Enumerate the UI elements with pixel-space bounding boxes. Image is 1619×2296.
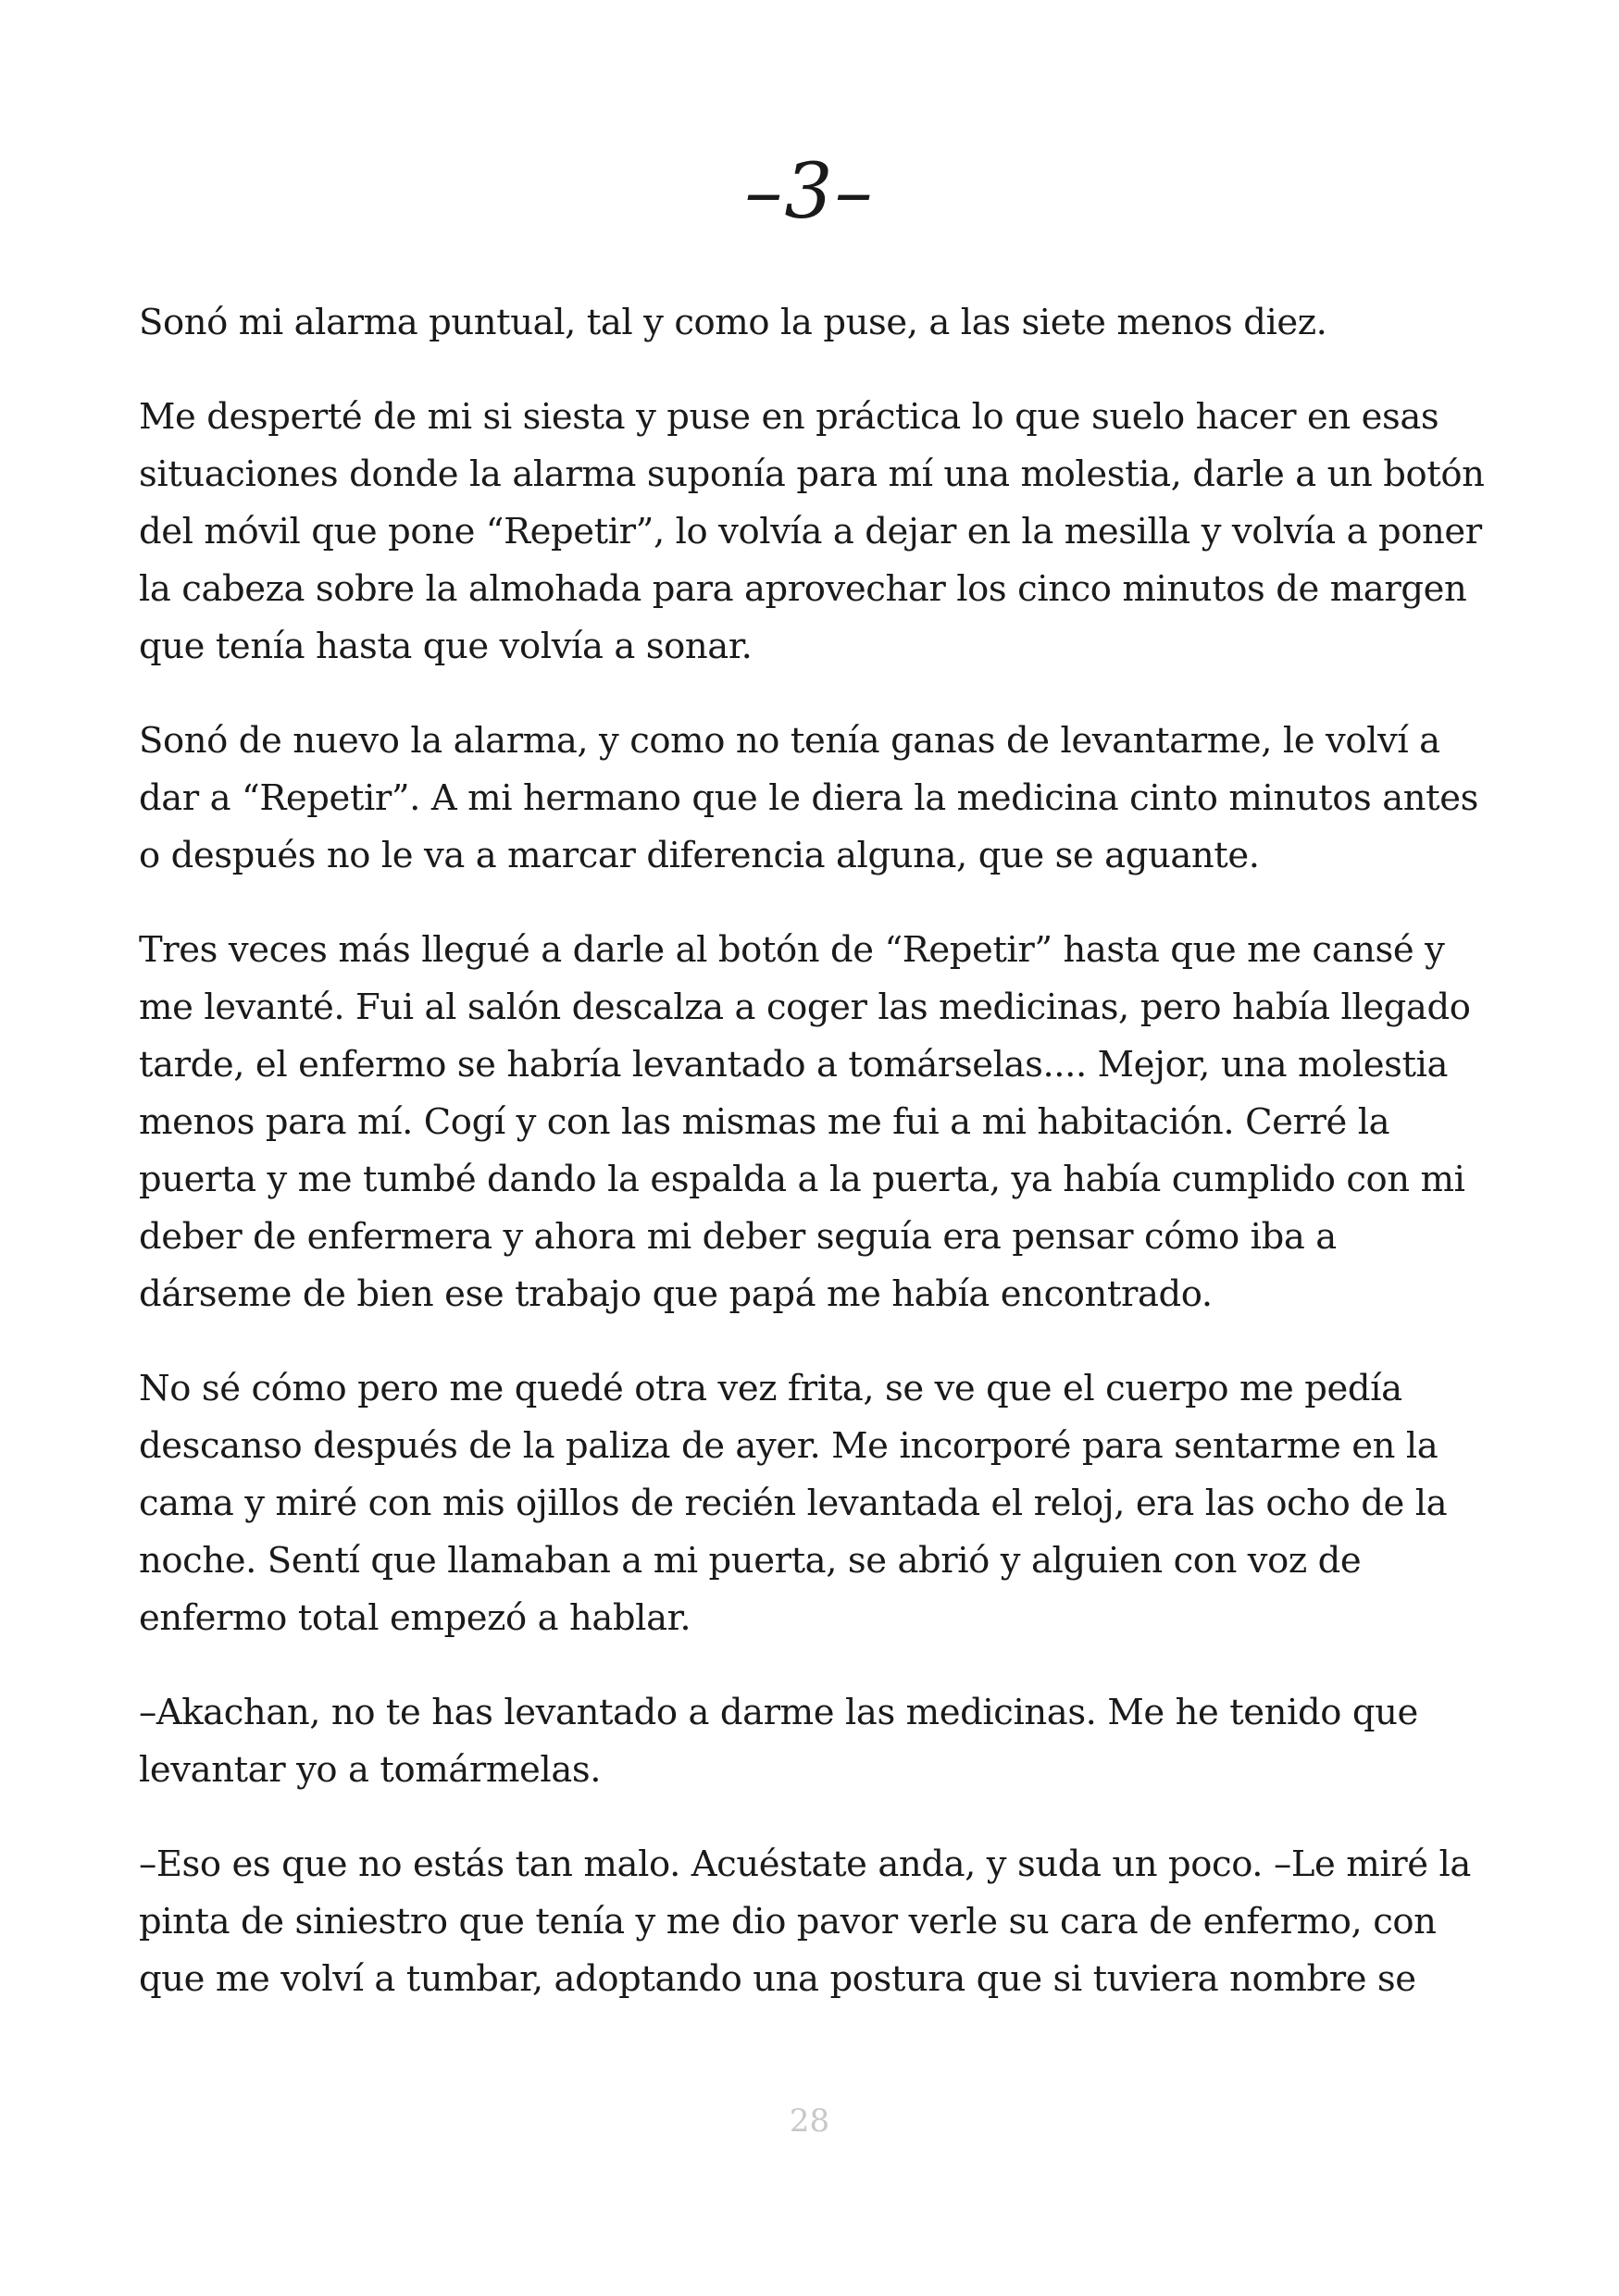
paragraph: Tres veces más llegué a darle al botón de “Repetir” hasta que me cansé y me levanté. Fui al salón descalza a coger las medicinas, pero había llegado tarde, el enfermo se habría levantado a tomárselas.... Mejor, una molestia menos para mí. Cogí y con las mismas me fui a mi habitación. Cerré la puerta y me tumbé dando la espalda a la puerta, ya había cumplido con mi deber de enfermera y ahora mi deber seguía era pensar cómo iba a dárseme de bien ese trabajo que papá me había encontrado. xyxy=(139,929,1471,1315)
paragraph: Sonó de nuevo la alarma, y como no tenía ganas de levantarme, le volví a dar a “Repetir”. A mi hermano que le diera la medicina cinto minutos antes o después no le va a marcar diferencia alguna, que se aguante. xyxy=(139,720,1478,876)
page-number: 28 xyxy=(789,2103,830,2140)
paragraph: No sé cómo pero me quedé otra vez frita, se ve que el cuerpo me pedía descanso después de la paliza de ayer. Me incorporé para sentarme en la cama y miré con mis ojillos de recién levantada el reloj, era las ocho de la noche. Sentí que llamaban a mi puerta, se abrió y alguien con voz de enfermo total empezó a hablar. xyxy=(139,1368,1448,1639)
paragraph: –Eso es que no estás tan malo. Acuéstate anda, y suda un poco. –Le miré la pinta de siniestro que tenía y me dio pavor verle su cara de enfermo, con que me volví a tumbar, adoptando una postura que si tuviera nombre se xyxy=(139,1843,1471,2000)
chapter-title: –3– xyxy=(744,148,875,236)
body-text xyxy=(139,294,1490,2045)
paragraph: Me desperté de mi si siesta y puse en práctica lo que suelo hacer en esas situaciones donde la alarma suponía para mí una molestia, darle a un botón del móvil que pone “Repetir”, lo volvía a dejar en la mesilla y volvía a poner la cabeza sobre la almohada para aprovechar los cinco minutos de margen que tenía hasta que volvía a sonar. xyxy=(139,396,1485,667)
paragraph: Sonó mi alarma puntual, tal y como la puse, a las siete menos diez. xyxy=(139,302,1327,343)
paragraph: –Akachan, no te has levantado a darme las medicinas. Me he tenido que levantar yo a tomármelas. xyxy=(139,1692,1418,1791)
